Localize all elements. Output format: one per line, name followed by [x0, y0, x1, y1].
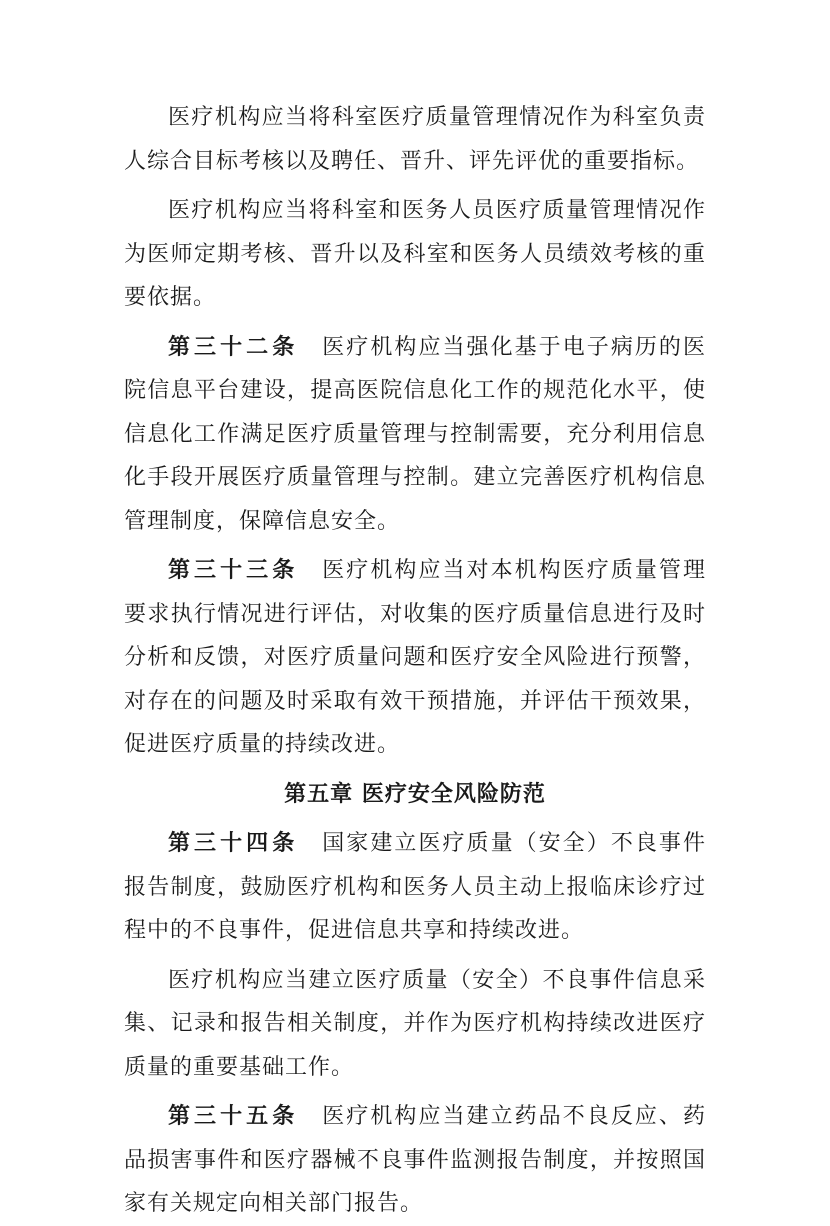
paragraph-2	[124, 189, 706, 320]
article-label: 第三十四条	[168, 831, 299, 856]
article-text: 医疗机构应当建立药品不良反应、药品损害事件和医疗器械不良事件监测报告制度，并按照国家有关规定向相关部门报告。	[124, 1104, 706, 1216]
paragraph-text: 医疗机构应当将科室医疗质量管理情况作为科室负责人综合目标考核以及聘任、晋升、评先评优的重要指标。	[124, 105, 706, 174]
article-text: 国家建立医疗质量（安全）不良事件报告制度，鼓励医疗机构和医务人员主动上报临床诊疗过程中的不良事件，促进信息共享和持续改进。	[124, 831, 706, 943]
chapter-title: 第五章 医疗安全风险防范	[284, 781, 546, 807]
article-label: 第三十五条	[168, 1104, 299, 1129]
article-label: 第三十二条	[168, 334, 299, 360]
article-35	[124, 1095, 706, 1226]
article-text: 医疗机构应当强化基于电子病历的医院信息平台建设，提高医院信息化工作的规范化水平，使信息化工作满足医疗质量管理与控制需要，充分利用信息化手段开展医疗质量管理与控制。建立完善医疗机构信息管理制度，保障信息安全。	[124, 334, 706, 534]
chapter-heading	[124, 773, 706, 817]
paragraph-text: 医疗机构应当将科室和医务人员医疗质量管理情况作为医师定期考核、晋升以及科室和医务人员绩效考核的重要依据。	[124, 198, 706, 310]
article-33	[124, 549, 706, 767]
paragraph-7	[124, 959, 706, 1090]
article-34	[124, 822, 706, 953]
paragraph-1	[124, 96, 706, 183]
article-32	[124, 326, 706, 544]
paragraph-text: 医疗机构应当建立医疗质量（安全）不良事件信息采集、记录和报告相关制度，并作为医疗机构持续改进医疗质量的重要基础工作。	[124, 967, 706, 1080]
article-text: 医疗机构应当对本机构医疗质量管理要求执行情况进行评估，对收集的医疗质量信息进行及时分析和反馈，对医疗质量问题和医疗安全风险进行预警，对存在的问题及时采取有效干预措施，并评估干预效果，促进医疗质量的持续改进。	[124, 558, 706, 757]
article-label: 第三十三条	[168, 558, 299, 583]
